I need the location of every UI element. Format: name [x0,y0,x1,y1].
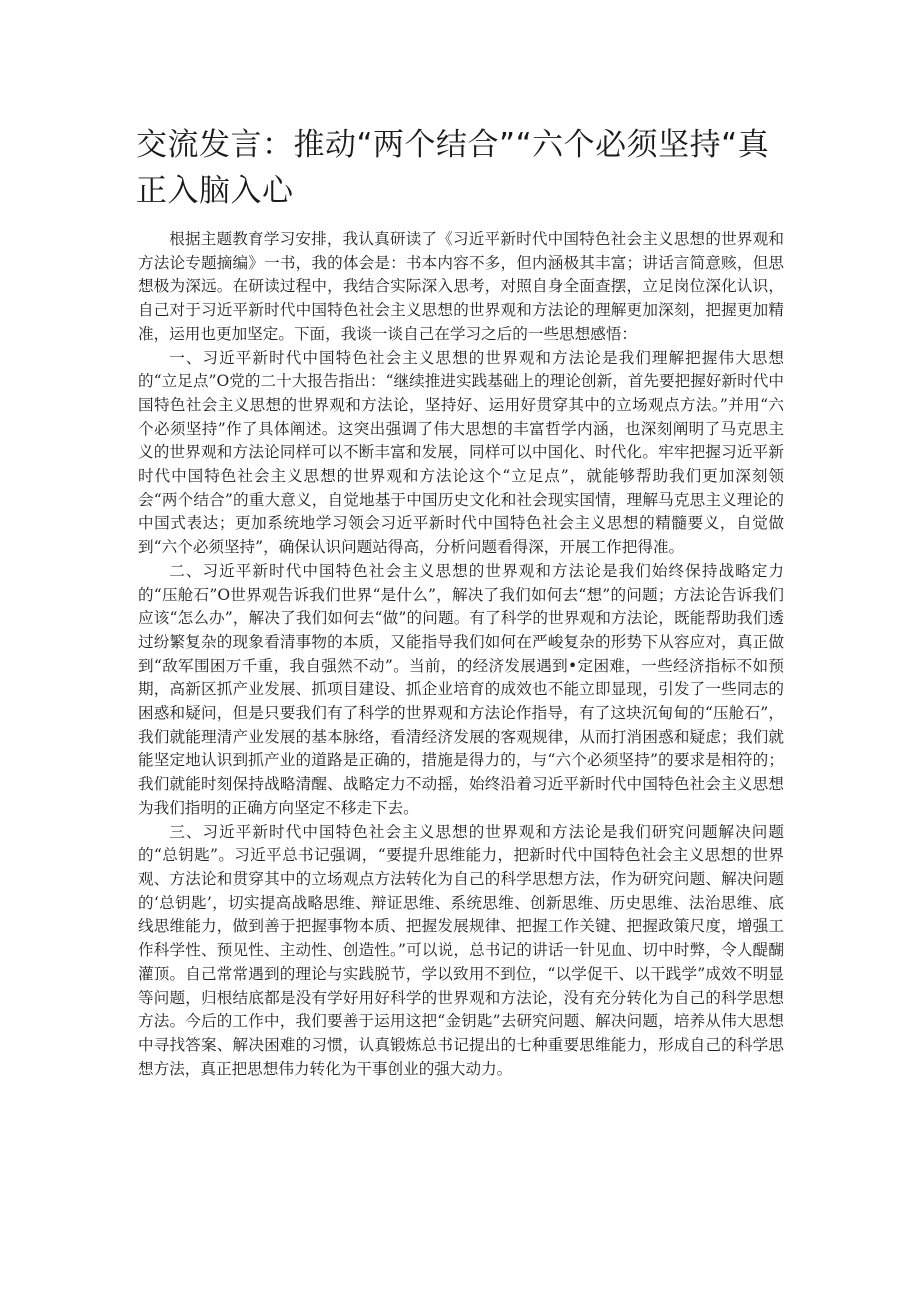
section-three-paragraph: 三、习近平新时代中国特色社会主义思想的世界观和方法论是我们研究问题解决问题的“总钥匙”。习近平总书记强调，“要提升思维能力，把新时代中国特色社会主义思想的世界观、方法论和贯穿其中的立场观点方法转化为自己的科学思想方法，作为研究问题、解决问题的‘总钥匙’，切实提高战略思维、辩证思维、系统思维、创新思维、历史思维、法治思维、底线思维能力，做到善于把握事物本质、把握发展规律、把握工作关键、把握政策尺度，增强工作科学性、预见性、主动性、创造性。”可以说，总书记的讲话一针见血、切中时弊，令人醍醐灌顶。自己常常遇到的理论与实践脱节，学以致用不到位，“以学促干、以干践学”成效不明显等问题，归根结底都是没有学好用好科学的世界观和方法论，没有充分转化为自己的科学思想方法。今后的工作中，我们要善于运用这把“金钥匙”去研究问题、解决问题，培养从伟大思想中寻找答案、解决困难的习惯，认真锻炼总书记提出的七种重要思维能力，形成自己的科学思想方法，真正把思想伟力转化为干事创业的强大动力。 [138,822,784,1078]
section-two-paragraph: 二、习近平新时代中国特色社会主义思想的世界观和方法论是我们始终保持战略定力的“压舱石”O世界观告诉我们世界“是什么”，解决了我们如何去“想”的问题；方法论告诉我们应该“怎么办”，解决了我们如何去“做”的问题。有了科学的世界观和方法论，既能帮助我们透过纷繁复杂的现象看清事物的本质，又能指导我们如何在严峻复杂的形势下从容应对，真正做到“敌军围困万千重，我自强然不动”。当前，的经济发展遇到•定困难，一些经济指标不如预期，高新区抓产业发展、抓项目建设、抓企业培育的成效也不能立即显现，引发了一些同志的困惑和疑问，但是只要我们有了科学的世界观和方法论作指导，有了这块沉甸甸的“压舱石”，我们就能理清产业发展的基本脉络，看清经济发展的客观规律，从而打消困惑和疑虑；我们就能坚定地认识到抓产业的道路是正确的，措施是得力的，与“六个必须坚持”的要求是相符的；我们就能时刻保持战略清醒、战略定力不动摇，始终沿着习近平新时代中国特色社会主义思想为我们指明的正确方向坚定不移走下去。 [138,561,784,817]
document-body [138,228,784,1081]
intro-paragraph: 根据主题教育学习安排，我认真研读了《习近平新时代中国特色社会主义思想的世界观和方法论专题摘编》一书，我的体会是：书本内容不多，但内涵极其丰富；讲话言简意赅，但思想极为深远。在研读过程中，我结合实际深入思考，对照自身全面查摆，立足岗位深化认识，自己对于习近平新时代中国特色社会主义思想的世界观和方法论的理解更加深刻，把握更加精准，运用也更加坚定。下面，我谈一谈自己在学习之后的一些思想感悟： [138,230,784,343]
section-one-paragraph: 一、习近平新时代中国特色社会主义思想的世界观和方法论是我们理解把握伟大思想的“立足点”O党的二十大报告指出：“继续推进实践基础上的理论创新，首先要把握好新时代中国特色社会主义思想的世界观和方法论，坚持好、运用好贯穿其中的立场观点方法。”并用“六个必须坚持”作了具体阐述。这突出强调了伟大思想的丰富哲学内涵，也深刻阐明了马克思主义的世界观和方法论同样可以不断丰富和发展，同样可以中国化、时代化。牢牢把握习近平新时代中国特色社会主义思想的世界观和方法论这个“立足点”，就能够帮助我们更加深刻领会“两个结合”的重大意义，自觉地基于中国历史文化和社会现实国情，理解马克思主义理论的中国式表达；更加系统地学习领会习近平新时代中国特色社会主义思想的精髓要义，自觉做到“六个必须坚持”，确保认识问题站得高，分析问题看得深，开展工作把得准。 [138,348,784,557]
document-title: 交流发言：推动“两个结合”“六个必须坚持“真正入脑入心 [136,127,770,209]
